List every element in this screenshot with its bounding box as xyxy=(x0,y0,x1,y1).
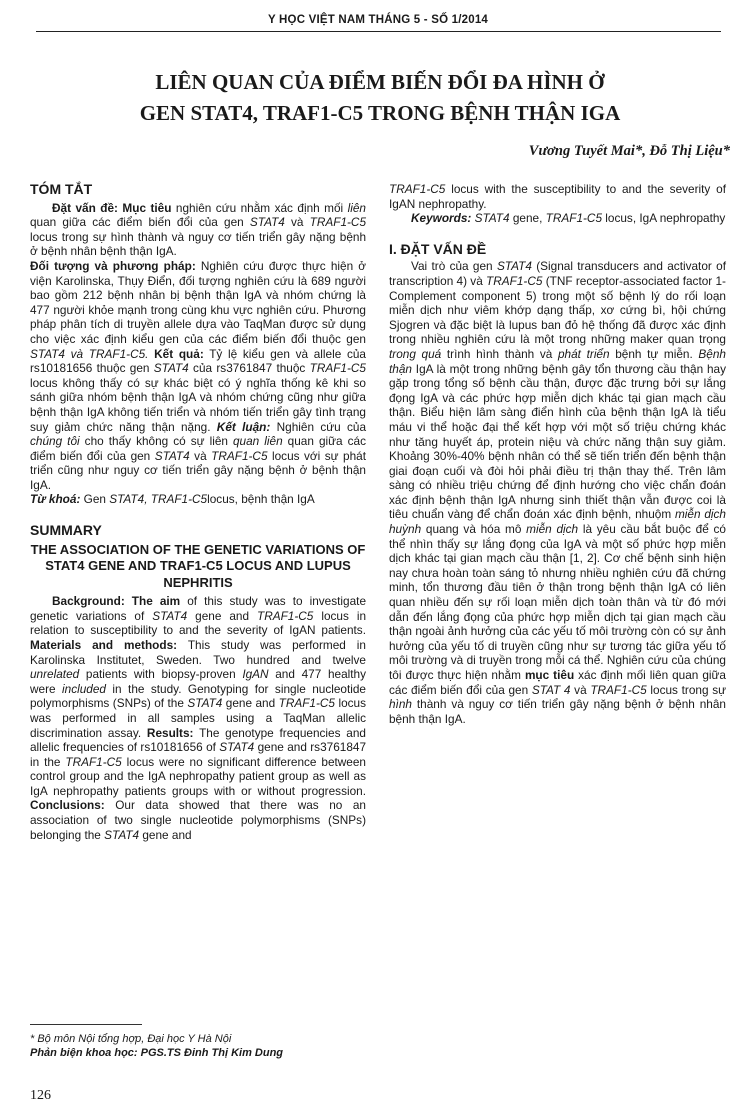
footnote-reviewer: Phản biện khoa học: PGS.TS Đinh Thị Kim Dung xyxy=(30,1047,284,1059)
tu-khoa-label: Từ khoá: xyxy=(30,492,81,507)
text: Our data showed that there was no an association of two single nucleotide polymorphisms (SNPs) belonging the xyxy=(30,798,366,842)
text: The genotype frequencies and allelic frequencies of rs10181656 of xyxy=(30,725,366,755)
text: xác định mối liên quan giữa các điểm biến đổi của gen xyxy=(389,668,726,697)
text: quan giữa các điểm biến đổi của gen xyxy=(30,434,366,463)
muc-tieu-emphasis: mục tiêu xyxy=(524,668,575,682)
text: miễn dịch xyxy=(526,522,579,537)
gene-name: STAT4 xyxy=(104,827,140,842)
title-line-1: LIÊN QUAN CỦA ĐIỂM BIẾN ĐỔI ĐA HÌNH Ở xyxy=(155,70,605,94)
text: và xyxy=(189,448,212,463)
keywords-label: Keywords: xyxy=(411,211,472,226)
left-column xyxy=(30,182,366,842)
text: gene and xyxy=(222,696,279,711)
text: quan giữa các điểm biến đổi của gen xyxy=(30,215,250,230)
dat-van-de-label: Đặt vấn đề: xyxy=(52,200,118,215)
text: patients with biopsy-proven xyxy=(79,667,243,682)
text: locus in relation to susceptibility to and the severity of IgAN patients. xyxy=(30,608,367,638)
text: gene, xyxy=(509,211,546,226)
text: locus không thấy có sự khác biệt có ý nghĩa thống kê khi so sánh giữa nhóm bệnh thận IgA và nhóm chứng cũng như giữa bệnh thận IgA không tiến triển và nhóm tiến triển gây tình trạng suy giảm chức năng thận nặng. xyxy=(30,375,366,434)
text: chúng tôi xyxy=(30,434,80,449)
text: quan liên xyxy=(232,434,283,449)
text: locus was performed in all samples using a TaqMan allelic discrimination assay. xyxy=(30,696,366,740)
ket-luan-label: Kết luận: xyxy=(210,419,271,434)
text: gene and rs3761847 in the xyxy=(30,740,367,769)
gene-name: STAT4 xyxy=(153,361,189,376)
background-label: Background: xyxy=(52,594,125,609)
muc-tieu-label: Mục tiêu xyxy=(122,200,172,215)
text: nghiên cứu nhằm xác định mối xyxy=(171,200,348,215)
text: hình xyxy=(389,697,412,712)
text: and 477 healthy were xyxy=(30,667,366,696)
gene-name: TRAF1-C5 xyxy=(309,215,367,230)
text: locus, bệnh thận IgA xyxy=(207,492,315,507)
text: là yêu cầu bắt buộc để có thể nhìn thấy sự lắng đọng của IgA và một số phức hợp miễn dịch khác tại gian mạch cầu thận [1, 2]. Cơ chế bệnh sinh hiện nay chưa hoàn toàn sáng tỏ nhưng nhiều nghiên cứu đã chứng minh, tổn thương đầu tiên ở thận trong bệnh thận IgA có liên quan nhiều đến sự rối loạn miễn dịch toàn thân và từ đó mới dẫn đến lắng đọng của phức hợp miễn dịch tại gian mạch cầu thận ngoài ảnh hưởng của các yếu tố môi trường còn có sự ảnh hưởng của yếu tố di truyền cũng như sự tương tác giữa yếu tố môi trường và di truyền trong mỗi cá thể. Nghiên cứu của chúng tôi được thực hiện nhằm xyxy=(389,522,726,682)
text: (TNF receptor-associated factor 1- Complement component 5) trong một số bệnh lý do rối loạn miễn dịch như viêm khớp dạng thấp, xơ cứng bì, hội chứng Sjogren và đặc biệt là lupus ban đỏ hệ thống đã được xác định trong nhiều nghiên cứu là một trong những maker quan trọng xyxy=(389,273,726,347)
text: Gen xyxy=(80,492,110,507)
gene-name: STAT4, TRAF1-C5 xyxy=(109,492,208,507)
text: gene and xyxy=(139,827,192,842)
text: included xyxy=(62,681,106,696)
text: bệnh tự miễn. xyxy=(609,346,699,361)
text: in the study. Genotyping for single nucleotide polymorphisms (SNPs) of the xyxy=(30,681,366,711)
journal-running-header: Y HỌC VIỆT NAM THÁNG 5 - SỐ 1/2014 xyxy=(267,14,489,26)
text: Vai trò của gen xyxy=(411,259,497,274)
text: trong quá xyxy=(389,346,442,361)
doi-tuong-paragraph xyxy=(30,259,366,493)
gene-name: STAT4 xyxy=(154,448,190,463)
text: và xyxy=(284,215,310,230)
summary-continuation xyxy=(389,182,726,211)
gene-name: TRAF1-C5 xyxy=(590,682,647,697)
text: locus với sự phát triển cũng như nguy cơ tiến triển gây nặng bệnh ở bệnh thận IgA. xyxy=(30,448,366,492)
gene-name: STAT4 xyxy=(219,740,255,755)
methods-label: Materials and methods: xyxy=(30,637,178,652)
header-rule xyxy=(36,31,721,32)
gene-name: STAT 4 xyxy=(531,682,571,697)
gene-name: TRAF1-C5 xyxy=(278,696,335,711)
text: locus trong sự xyxy=(646,682,726,697)
summary-heading: SUMMARY xyxy=(30,522,102,539)
text: của rs3761847 thuộc xyxy=(188,361,310,376)
text: trình hình thành và xyxy=(441,346,558,361)
gene-name: TRAF1-C5 xyxy=(389,182,446,196)
section-1-heading: I. ĐẶT VẤN ĐỀ xyxy=(389,240,487,257)
text: locus trong sự hình thành và nguy cơ tiến triển gây nặng bệnh ở bệnh nhân bệnh thận IgA. xyxy=(30,229,366,259)
doi-tuong-label: Đối tượng và phương pháp: xyxy=(30,258,196,273)
footnote-affiliation: * Bộ môn Nội tổng hợp, Đại học Y Hà Nội xyxy=(30,1033,232,1045)
text: và xyxy=(570,682,591,697)
gene-name: STAT4 xyxy=(187,696,223,711)
ket-qua-label: Kết quả: xyxy=(148,346,204,361)
text: Tỷ lệ kiểu gen và allele của rs10181656 thuộc gen xyxy=(30,346,366,376)
right-column xyxy=(389,182,726,726)
footnote xyxy=(30,1032,370,1060)
text: quang và hóa mô xyxy=(421,522,527,537)
conclusions-label: Conclusions: xyxy=(30,798,105,813)
text: This study was performed in Karolinska Institutet, Sweden. Two hundred and twelve xyxy=(30,637,366,667)
summary-body xyxy=(30,594,366,842)
text: cho thấy không có sự liên xyxy=(79,434,233,449)
text: phát triển xyxy=(558,346,610,361)
text: locus with the susceptibility to and the severity of IgAN nephropathy. xyxy=(389,182,726,211)
gene-name: TRAF1-C5 xyxy=(545,211,603,226)
gene-name: STAT4 xyxy=(249,215,285,230)
aim-label: The aim xyxy=(124,594,181,609)
text: locus were no significant difference between control group and the IgA nephropathy patient group as well as IgA nephropathy patients groups with or without progression. xyxy=(30,754,366,798)
keywords-paragraph xyxy=(389,211,726,226)
text: locus, IgA nephropathy xyxy=(602,211,726,226)
text: (Signal transducers and activator of transcription 4) và xyxy=(389,259,726,288)
title-line-2: GEN STAT4, TRAF1-C5 TRONG BỆNH THẬN IGA xyxy=(139,101,621,125)
text: miễn dịch huỳnh xyxy=(389,507,726,537)
summary-title: THE ASSOCIATION OF THE GENETIC VARIATIONS OF STAT4 GENE AND TRAF1-C5 LOCUS AND LUPUS NEPHRITIS xyxy=(30,541,366,590)
gene-name: TRAF1-C5 xyxy=(257,608,314,623)
gene-name: TRAF1-C5 xyxy=(486,273,543,288)
text: unrelated xyxy=(30,667,80,682)
authors: Vương Tuyết Mai*, Đỗ Thị Liệu* xyxy=(528,143,730,159)
article-title xyxy=(60,67,700,129)
gene-name: STAT4 xyxy=(496,259,532,274)
text: of this study was to investigate genetic variations of xyxy=(30,594,366,623)
gene-name: STAT4 xyxy=(474,211,510,226)
tom-tat-heading: TÓM TẮT xyxy=(30,181,93,197)
text: Bệnh thận xyxy=(389,346,726,376)
results-label: Results: xyxy=(141,725,194,740)
text: thành và nguy cơ tiến triển gây nặng bệnh ở bệnh nhân bệnh thận IgA. xyxy=(389,697,726,726)
gene-name: STAT4 xyxy=(152,608,188,623)
section-1-body xyxy=(389,259,726,726)
gene-name: TRAF1-C5 xyxy=(309,361,366,376)
text: IgAN xyxy=(242,667,269,682)
text: Nghiên cứu của xyxy=(270,419,367,434)
gene-name: STAT4 và TRAF1-C5. xyxy=(30,346,149,361)
text: IgA là một trong những bệnh gây tổn thương cầu thận hay gặp trong tổng số bệnh cầu thận, được đặc trưng bởi sự lắng đọng IgA và các phức hợp miễn dịch khác tại gian mạch cầu thận. Biểu hiện lâm sàng điển hình của bệnh thận IgA là tiểu máu vi thể hoặc đại thể kết hợp với một số triệu chứng khác như tăng huyết áp, protein niệu và chức năng thận suy giảm. Khoảng 30%-40% bệnh nhân có thể sẽ tiến triển đến bệnh thận giai đoạn cuối và đòi hỏi phải điều trị thận thay thế. Trên lâm sàng có nhiều triệu chứng để định hướng cho việc chẩn đoán xác định bệnh thận IgA nhưng sinh thiết thận vẫn được coi là tiêu chuẩn vàng để chẩn đoán xác định bệnh, nhuộm xyxy=(389,361,726,522)
text: gene and xyxy=(187,608,257,623)
text: liên xyxy=(347,200,366,215)
gene-name: TRAF1-C5 xyxy=(65,754,122,769)
gene-name: TRAF1-C5 xyxy=(211,448,268,463)
tom-tat-body xyxy=(30,201,366,259)
footnote-rule xyxy=(30,1024,142,1025)
text: Nghiên cứu được thực hiện ở viện Karolinska, Thụy Điển, đối tượng nghiên cứu là 689 người bao gồm 212 bệnh nhân bị bệnh thận IgA và nhóm chứng là 477 người khỏe mạnh trong cùng khu vực nghiên cứu. Phương pháp phân tích di truyền allele dựa vào TaqMan được sử dụng cho việc xác định kiểu gen của các điểm biến đổi thuộc gen xyxy=(30,258,366,346)
tu-khoa-paragraph xyxy=(30,492,366,507)
page-number: 126 xyxy=(30,1088,51,1103)
